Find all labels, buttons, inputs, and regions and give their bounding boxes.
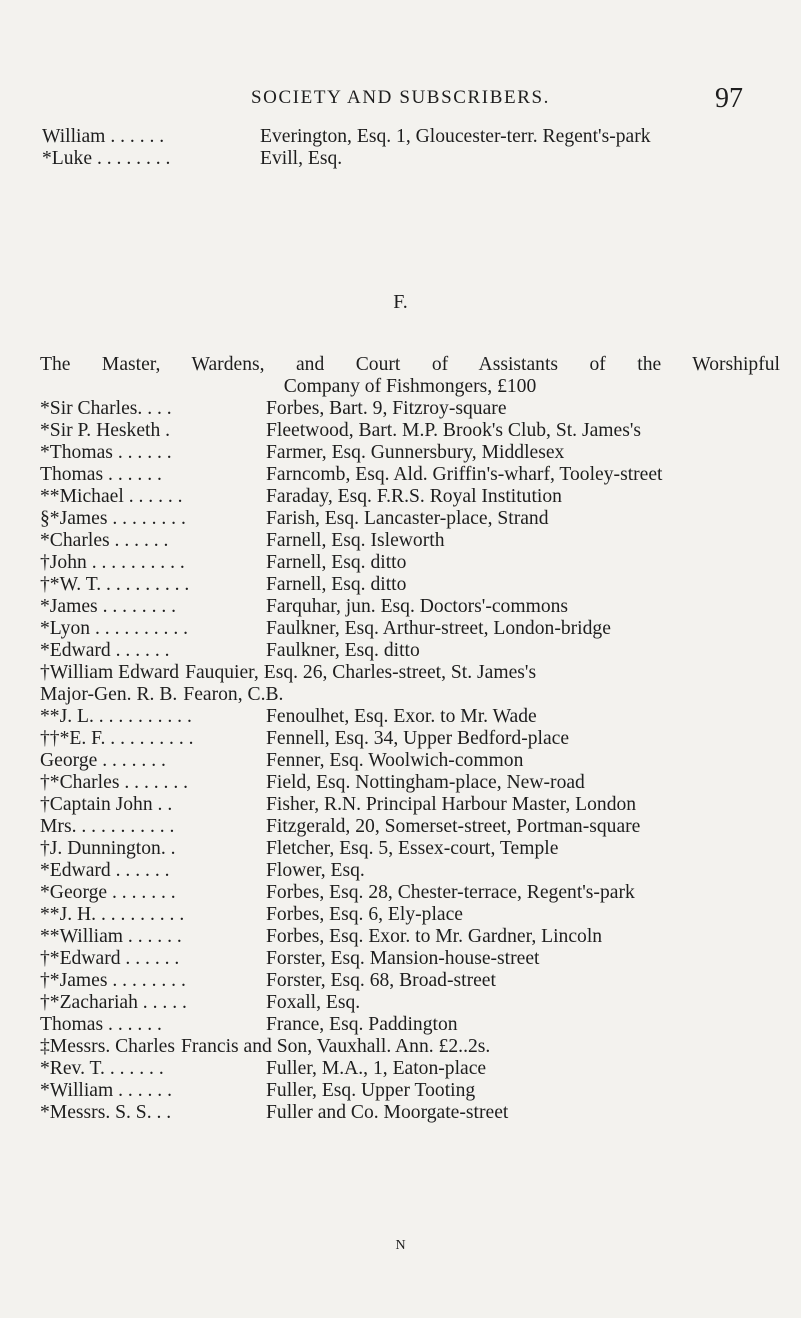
list-item (40, 486, 785, 508)
page-header (0, 83, 801, 117)
subscriber-name: *Messrs. S. S. . . (40, 1102, 172, 1123)
list-item (40, 442, 785, 464)
list-item (40, 464, 785, 486)
subscriber-detail: Farnell, Esq. ditto (266, 552, 407, 573)
list-item (40, 728, 785, 750)
list-item (40, 420, 785, 442)
list-item (40, 398, 785, 420)
list-item (40, 750, 785, 772)
subscriber-detail: Fuller and Co. Moorgate-street (266, 1102, 509, 1123)
subscriber-detail: Faulkner, Esq. Arthur-street, London-bridge (266, 618, 611, 639)
subscriber-name: †*Edward . . . . . . (40, 948, 180, 969)
subscriber-detail: Farnell, Esq. Isleworth (266, 530, 445, 551)
subscriber-name: *Luke . . . . . . . . (42, 148, 171, 169)
list-item (40, 970, 785, 992)
subscriber-name: †*Charles . . . . . . . (40, 772, 189, 793)
list-item (40, 948, 785, 970)
subscriber-name: William . . . . . . (42, 126, 165, 147)
list-item (40, 838, 785, 860)
subscriber-detail: Forster, Esq. Mansion-house-street (266, 948, 540, 969)
list-item (40, 1080, 785, 1102)
list-item (40, 618, 785, 640)
list-item (40, 148, 780, 170)
subscriber-name: *Sir Charles. . . . (40, 398, 172, 419)
subscriber-detail: Field, Esq. Nottingham-place, New-road (266, 772, 585, 793)
subscriber-name: †John . . . . . . . . . . (40, 552, 185, 573)
subscriber-detail: Fennell, Esq. 34, Upper Bedford-place (266, 728, 570, 749)
subscriber-detail: Fauquier, Esq. 26, Charles-street, St. James's (185, 662, 537, 683)
subscriber-detail: Forbes, Esq. 6, Ely-place (266, 904, 463, 925)
subscriber-detail: Fletcher, Esq. 5, Essex-court, Temple (266, 838, 559, 859)
subscriber-name: *Edward . . . . . . (40, 860, 170, 881)
subscriber-detail: Fleetwood, Bart. M.P. Brook's Club, St. James's (266, 420, 642, 441)
subscriber-name: †*James . . . . . . . . (40, 970, 186, 991)
subscriber-name: **J. H. . . . . . . . . . (40, 904, 185, 925)
list-item (40, 530, 785, 552)
subscriber-name: *Lyon . . . . . . . . . . (40, 618, 189, 639)
subscriber-name: †*Zachariah . . . . . (40, 992, 187, 1013)
list-item (40, 596, 785, 618)
signature-mark: N (395, 1238, 406, 1253)
subscriber-detail: France, Esq. Paddington (266, 1014, 458, 1035)
subscriber-name: Thomas . . . . . . (40, 1014, 162, 1035)
list-item (40, 1014, 785, 1036)
list-item (40, 684, 785, 706)
list-item (40, 992, 785, 1014)
subscriber-list (40, 398, 785, 1124)
subscriber-name: †William Edward (40, 662, 180, 683)
subscriber-detail: Francis and Son, Vauxhall. Ann. £2..2s. (180, 1036, 491, 1057)
subscriber-detail: Faulkner, Esq. ditto (266, 640, 420, 661)
list-item (40, 662, 785, 684)
page-number: 97 (715, 83, 743, 114)
subscriber-name: †Captain John . . (40, 794, 173, 815)
subscriber-name: *George . . . . . . . (40, 882, 176, 903)
subscriber-detail: Fenner, Esq. Woolwich-common (266, 750, 524, 771)
subscriber-name: Major-Gen. R. B. (40, 684, 178, 705)
subscriber-detail: Farmer, Esq. Gunnersbury, Middlesex (266, 442, 565, 463)
subscriber-detail: Everington, Esq. 1, Gloucester-terr. Regent's-park (260, 126, 651, 147)
subscriber-name: §*James . . . . . . . . (40, 508, 186, 529)
list-item (40, 574, 785, 596)
intro-line: The Master, Wardens, and Court of Assistants of the Worshipful (40, 354, 780, 375)
subscriber-detail: Farquhar, jun. Esq. Doctors'-commons (266, 596, 569, 617)
subscriber-detail: Fisher, R.N. Principal Harbour Master, London (266, 794, 637, 815)
subscriber-detail: Forbes, Esq. 28, Chester-terrace, Regent's-park (266, 882, 635, 903)
list-item (40, 882, 785, 904)
subscriber-name: *James . . . . . . . . (40, 596, 177, 617)
subscriber-detail: Faraday, Esq. F.R.S. Royal Institution (266, 486, 562, 507)
subscriber-name: *Charles . . . . . . (40, 530, 169, 551)
list-item (40, 794, 785, 816)
subscriber-name: George . . . . . . . (40, 750, 166, 771)
list-item (40, 126, 780, 148)
subscriber-detail: Farish, Esq. Lancaster-place, Strand (266, 508, 549, 529)
list-item (40, 640, 785, 662)
running-head: SOCIETY AND SUBSCRIBERS. (250, 87, 550, 108)
subscriber-detail: Fuller, M.A., 1, Eaton-place (266, 1058, 487, 1079)
subscriber-name: †*W. T. . . . . . . . . . (40, 574, 190, 595)
list-item (40, 904, 785, 926)
list-item (40, 816, 785, 838)
list-item (40, 926, 785, 948)
list-item (40, 1102, 785, 1124)
subscriber-name: Mrs. . . . . . . . . . . (40, 816, 175, 837)
subscriber-name: **Michael . . . . . . (40, 486, 183, 507)
list-item (40, 1036, 785, 1058)
subscriber-name: †J. Dunnington. . (40, 838, 176, 859)
continued-entries (40, 126, 780, 170)
subscriber-detail: Forbes, Esq. Exor. to Mr. Gardner, Lincoln (266, 926, 603, 947)
list-item (40, 772, 785, 794)
list-item (40, 1058, 785, 1080)
subscriber-detail: Fuller, Esq. Upper Tooting (266, 1080, 476, 1101)
subscriber-detail: Farnell, Esq. ditto (266, 574, 407, 595)
subscriber-detail: Flower, Esq. (266, 860, 365, 881)
subscriber-detail: Farncomb, Esq. Ald. Griffin's-wharf, Tooley-street (266, 464, 663, 485)
subscriber-name: *Rev. T. . . . . . . (40, 1058, 164, 1079)
list-item (40, 552, 785, 574)
subscriber-name: Thomas . . . . . . (40, 464, 162, 485)
subscriber-detail: Evill, Esq. (260, 148, 343, 169)
subscriber-name: ‡Messrs. Charles (40, 1036, 175, 1057)
list-item (40, 860, 785, 882)
subscriber-detail: Fenoulhet, Esq. Exor. to Mr. Wade (266, 706, 537, 727)
subscriber-detail: Forster, Esq. 68, Broad-street (266, 970, 496, 991)
subscriber-name: *Edward . . . . . . (40, 640, 170, 661)
subscriber-detail: Fearon, C.B. (183, 684, 284, 705)
list-item (40, 508, 785, 530)
subscriber-name: ††*E. F. . . . . . . . . . (40, 728, 194, 749)
section-heading: F. (393, 291, 408, 313)
subscriber-name: **William . . . . . . (40, 926, 182, 947)
subscriber-name: *Sir P. Hesketh . (40, 420, 171, 441)
intro-line: Company of Fishmongers, £100 (283, 376, 537, 397)
subscriber-detail: Forbes, Bart. 9, Fitzroy-square (266, 398, 507, 419)
subscriber-name: *Thomas . . . . . . (40, 442, 172, 463)
subscriber-detail: Foxall, Esq. (266, 992, 361, 1013)
subscriber-detail: Fitzgerald, 20, Somerset-street, Portman-square (266, 816, 641, 837)
subscriber-name: *William . . . . . . (40, 1080, 172, 1101)
section-intro (40, 354, 780, 398)
list-item (40, 706, 785, 728)
subscriber-name: **J. L. . . . . . . . . . . (40, 706, 192, 727)
